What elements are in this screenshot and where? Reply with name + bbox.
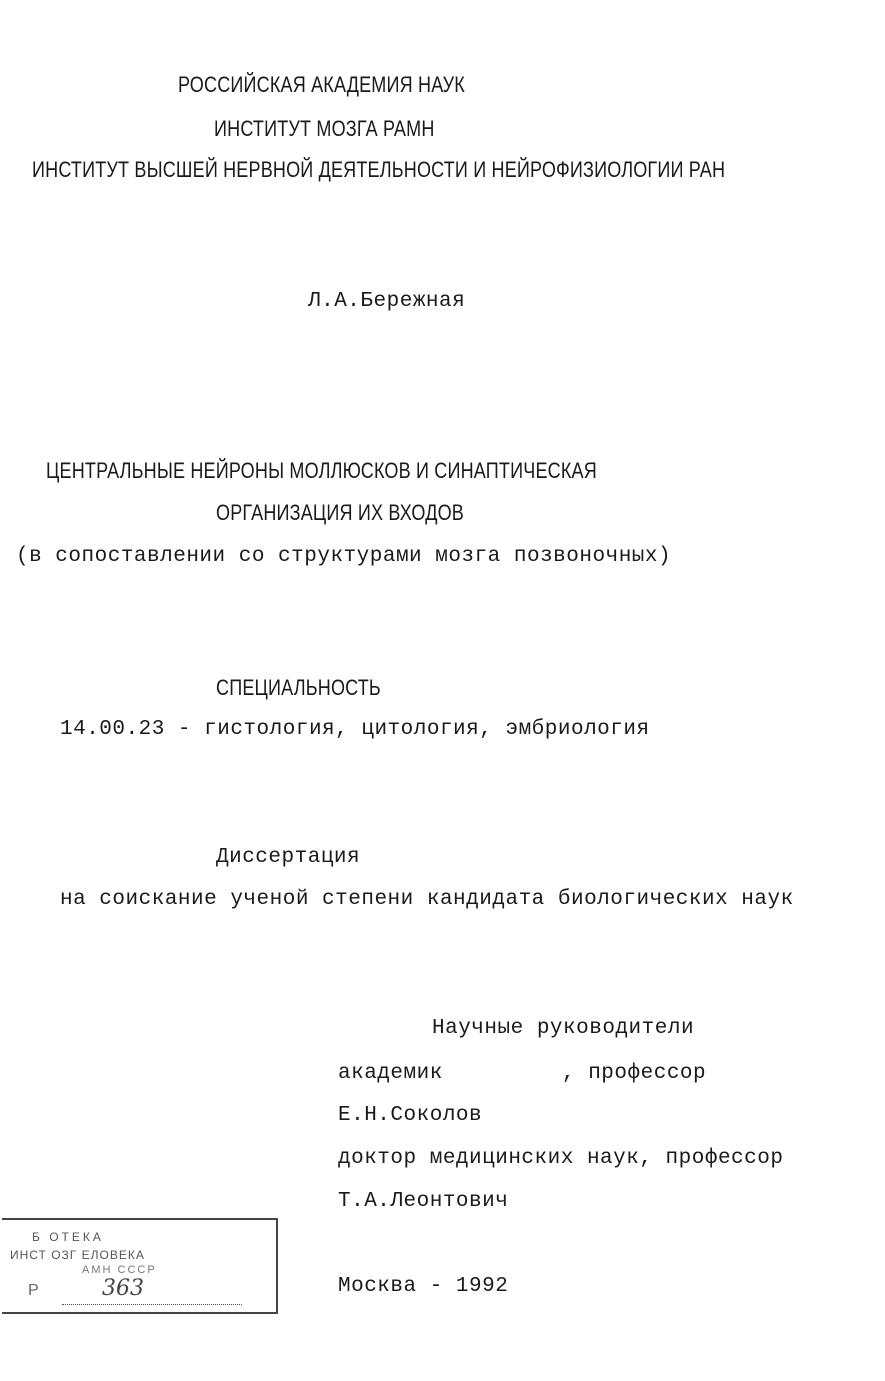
supervisor1-name: Е.Н.Соколов [338,1104,483,1127]
dissertation-label: Диссертация [216,846,361,869]
institute-name: ИНСТИТУТ МОЗГА РАМН [214,116,435,141]
supervisor1-rank: академик [338,1062,443,1085]
stamp-number-label: Р [28,1282,39,1299]
dissertation-title-line1: ЦЕНТРАЛЬНЫЕ НЕЙРОНЫ МОЛЛЮСКОВ И СИНАПТИЧЕСКАЯ [46,458,597,483]
supervisor2-rank: доктор медицинских наук, профессор [338,1147,784,1170]
supervisors-heading: Научные руководители [432,1017,695,1040]
dissertation-subtitle: (в сопоставлении со структурами мозга позвоночных) [16,545,672,568]
academy-name: РОССИЙСКАЯ АКАДЕМИЯ НАУК [178,72,465,97]
degree-purpose: на соискание ученой степени кандидата биологических наук [60,888,794,911]
dissertation-title-line2: ОРГАНИЗАЦИЯ ИХ ВХОДОВ [216,500,464,525]
author-name: Л.А.Бережная [308,290,466,313]
institute-full-name: ИНСТИТУТ ВЫСШЕЙ НЕРВНОЙ ДЕЯТЕЛЬНОСТИ И НЕЙРОФИЗИОЛОГИИ РАН [32,157,726,182]
stamp-line1: Б ОТЕКА [32,1230,104,1244]
place-and-year: Москва - 1992 [338,1275,509,1298]
stamp-line2: ИНСТ ОЗГ ЕЛОВЕКА [10,1248,145,1262]
supervisor2-name: Т.А.Леонтович [338,1190,509,1213]
stamp-inventory-number: 363 [102,1276,144,1301]
supervisor1-title: , профессор [562,1062,707,1085]
library-stamp [2,1218,278,1314]
stamp-underline [62,1304,242,1305]
specialty-label: СПЕЦИАЛЬНОСТЬ [216,675,381,700]
stamp-line3: АМН СССР [82,1264,157,1276]
specialty-value: 14.00.23 - гистология, цитология, эмбриология [60,718,650,741]
